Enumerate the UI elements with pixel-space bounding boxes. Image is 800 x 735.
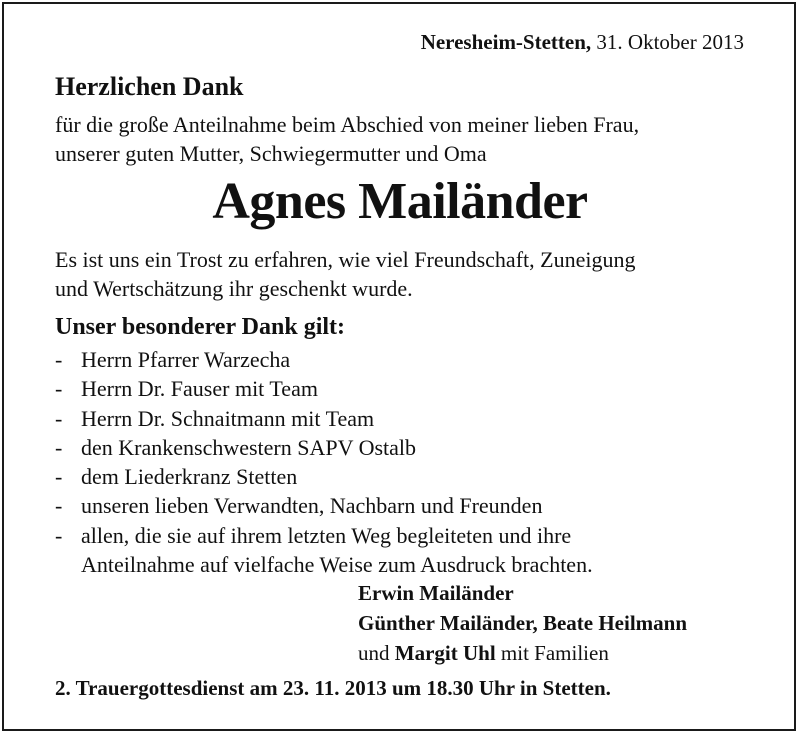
deceased-name: Agnes Mailänder (212, 173, 588, 230)
bullet-dash: - (55, 522, 63, 548)
intro-line: für die große Anteilnahme beim Abschied von meiner lieben Frau, (55, 112, 640, 137)
dateline (421, 30, 744, 55)
list-item (55, 462, 593, 491)
bullet-dash: - (55, 347, 63, 372)
signer-prefix: und (358, 641, 390, 665)
signer-suffix: mit Familien (500, 641, 609, 665)
dateline-date: 31. Oktober 2013 (596, 30, 744, 54)
trost-text (55, 245, 635, 303)
list-item-continuation (55, 550, 593, 579)
dateline-place: Neresheim-Stetten, (420, 30, 592, 54)
signers (358, 578, 687, 668)
signer-line: Günther Mailänder, Beate Heilmann (358, 611, 688, 635)
list-item (55, 433, 593, 462)
bullet-dash: - (55, 493, 63, 519)
trost-line: Es ist uns ein Trost zu erfahren, wie viel Freundschaft, Zuneigung (55, 247, 636, 272)
intro-text (55, 110, 639, 168)
list-item-text: Herrn Dr. Schnaitmann mit Team (81, 405, 375, 431)
list-item-text: Herrn Pfarrer Warzecha (81, 347, 291, 372)
bullet-dash: - (55, 376, 63, 402)
bullet-dash: - (55, 434, 63, 460)
list-item (55, 374, 593, 403)
signer-name: Margit Uhl (394, 641, 496, 665)
bullet-dash: - (55, 464, 63, 490)
list-item (55, 345, 593, 374)
list-item-text: allen, die sie auf ihrem letzten Weg begleiteten und ihre (81, 522, 572, 548)
list-item-text: dem Liederkranz Stetten (81, 464, 298, 490)
signer-line: Erwin Mailänder (358, 581, 514, 605)
service-note: 2. Trauergottesdienst am 23. 11. 2013 um 18.30 Uhr in Stetten. (55, 676, 611, 700)
list-item-text: Anteilnahme auf vielfache Weise zum Ausdruck brachten. (81, 552, 593, 578)
intro-line: unserer guten Mutter, Schwiegermutter und Oma (55, 141, 487, 166)
list-item-text: Herrn Dr. Fauser mit Team (81, 376, 318, 402)
list-item-text: unseren lieben Verwandten, Nachbarn und Freunden (81, 493, 543, 519)
list-item-text: den Krankenschwestern SAPV Ostalb (81, 434, 417, 460)
list-item (55, 404, 593, 433)
bullet-dash: - (55, 405, 63, 431)
thanks-list (55, 345, 593, 579)
heading: Herzlichen Dank (55, 72, 244, 101)
list-item (55, 521, 593, 550)
thanks-heading: Unser besonderer Dank gilt: (55, 314, 346, 340)
list-item (55, 491, 593, 520)
trost-line: und Wertschätzung ihr geschenkt wurde. (55, 276, 413, 301)
